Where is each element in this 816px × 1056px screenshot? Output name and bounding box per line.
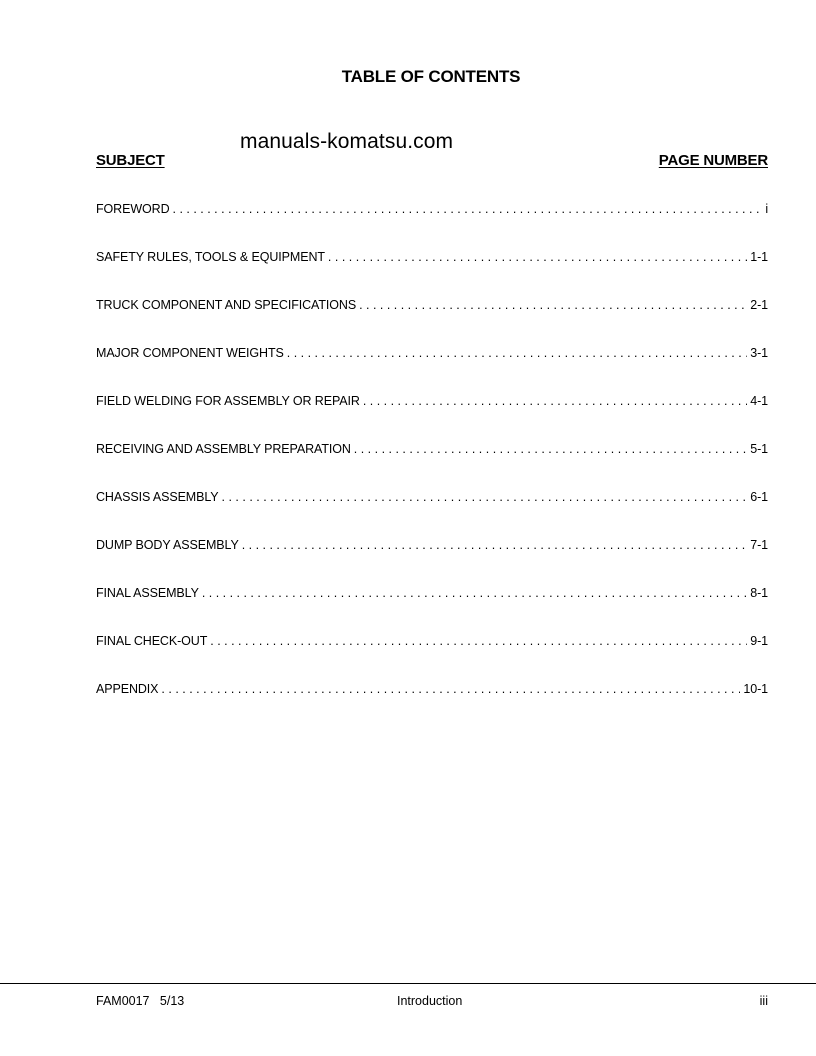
toc-entry-subject: CHASSIS ASSEMBLY bbox=[96, 490, 219, 504]
toc-entry-subject: FINAL ASSEMBLY bbox=[96, 586, 199, 600]
toc-entry-page: 7-1 bbox=[750, 538, 768, 552]
toc-entry-safety-rules[interactable] bbox=[96, 250, 768, 298]
page-title: TABLE OF CONTENTS bbox=[341, 67, 521, 86]
toc-entry-page: 5-1 bbox=[750, 442, 768, 456]
toc-entry-subject: MAJOR COMPONENT WEIGHTS bbox=[96, 346, 284, 360]
toc-entry-subject: RECEIVING AND ASSEMBLY PREPARATION bbox=[96, 442, 351, 456]
toc-entry-page: 4-1 bbox=[750, 394, 768, 408]
footer-divider bbox=[0, 983, 816, 984]
watermark-text: manuals-komatsu.com bbox=[240, 130, 454, 153]
dot-leader bbox=[222, 490, 748, 504]
toc-entry-final-check-out[interactable] bbox=[96, 634, 768, 682]
footer-section-name: Introduction bbox=[397, 994, 463, 1008]
toc-entry-page: 6-1 bbox=[750, 490, 768, 504]
dot-leader bbox=[363, 394, 747, 408]
toc-entry-appendix[interactable] bbox=[96, 682, 768, 730]
toc-entry-page: 9-1 bbox=[750, 634, 768, 648]
page-footer bbox=[96, 994, 768, 1010]
toc-entry-page: 2-1 bbox=[750, 298, 768, 312]
dot-leader bbox=[242, 538, 748, 552]
footer-page-number: iii bbox=[759, 994, 768, 1008]
toc-entry-subject: DUMP BODY ASSEMBLY bbox=[96, 538, 239, 552]
dot-leader bbox=[210, 634, 747, 648]
column-headers bbox=[96, 152, 768, 169]
footer-doc-code: FAM0017 5/13 bbox=[96, 994, 185, 1008]
toc-entry-receiving-preparation[interactable] bbox=[96, 442, 768, 490]
dot-leader bbox=[161, 682, 740, 696]
subject-column-header: SUBJECT bbox=[96, 152, 165, 169]
toc-entry-foreword[interactable] bbox=[96, 202, 768, 250]
dot-leader bbox=[287, 346, 747, 360]
toc-entry-subject: FIELD WELDING FOR ASSEMBLY OR REPAIR bbox=[96, 394, 360, 408]
toc-entry-chassis-assembly[interactable] bbox=[96, 490, 768, 538]
page-number-column-header: PAGE NUMBER bbox=[658, 152, 768, 169]
toc-entry-subject: TRUCK COMPONENT AND SPECIFICATIONS bbox=[96, 298, 357, 312]
dot-leader bbox=[328, 250, 747, 264]
dot-leader bbox=[202, 586, 747, 600]
toc-entry-page: 10-1 bbox=[743, 682, 768, 696]
toc-entry-major-component-weights[interactable] bbox=[96, 346, 768, 394]
toc-entry-subject: FINAL CHECK-OUT bbox=[96, 634, 208, 648]
toc-entry-final-assembly[interactable] bbox=[96, 586, 768, 634]
toc-entry-subject: FOREWORD bbox=[96, 202, 170, 216]
toc-entry-page: 8-1 bbox=[750, 586, 768, 600]
toc-entry-dump-body-assembly[interactable] bbox=[96, 538, 768, 586]
table-of-contents-list bbox=[96, 202, 768, 730]
toc-entry-page: 1-1 bbox=[750, 250, 768, 264]
toc-entry-subject: SAFETY RULES, TOOLS & EQUIPMENT bbox=[96, 250, 325, 264]
toc-entry-truck-component[interactable] bbox=[96, 298, 768, 346]
toc-entry-subject: APPENDIX bbox=[96, 682, 159, 696]
dot-leader bbox=[354, 442, 747, 456]
toc-entry-page: 3-1 bbox=[750, 346, 768, 360]
dot-leader bbox=[359, 298, 747, 312]
toc-entry-page: i bbox=[765, 202, 768, 216]
dot-leader bbox=[173, 202, 763, 216]
toc-entry-field-welding[interactable] bbox=[96, 394, 768, 442]
